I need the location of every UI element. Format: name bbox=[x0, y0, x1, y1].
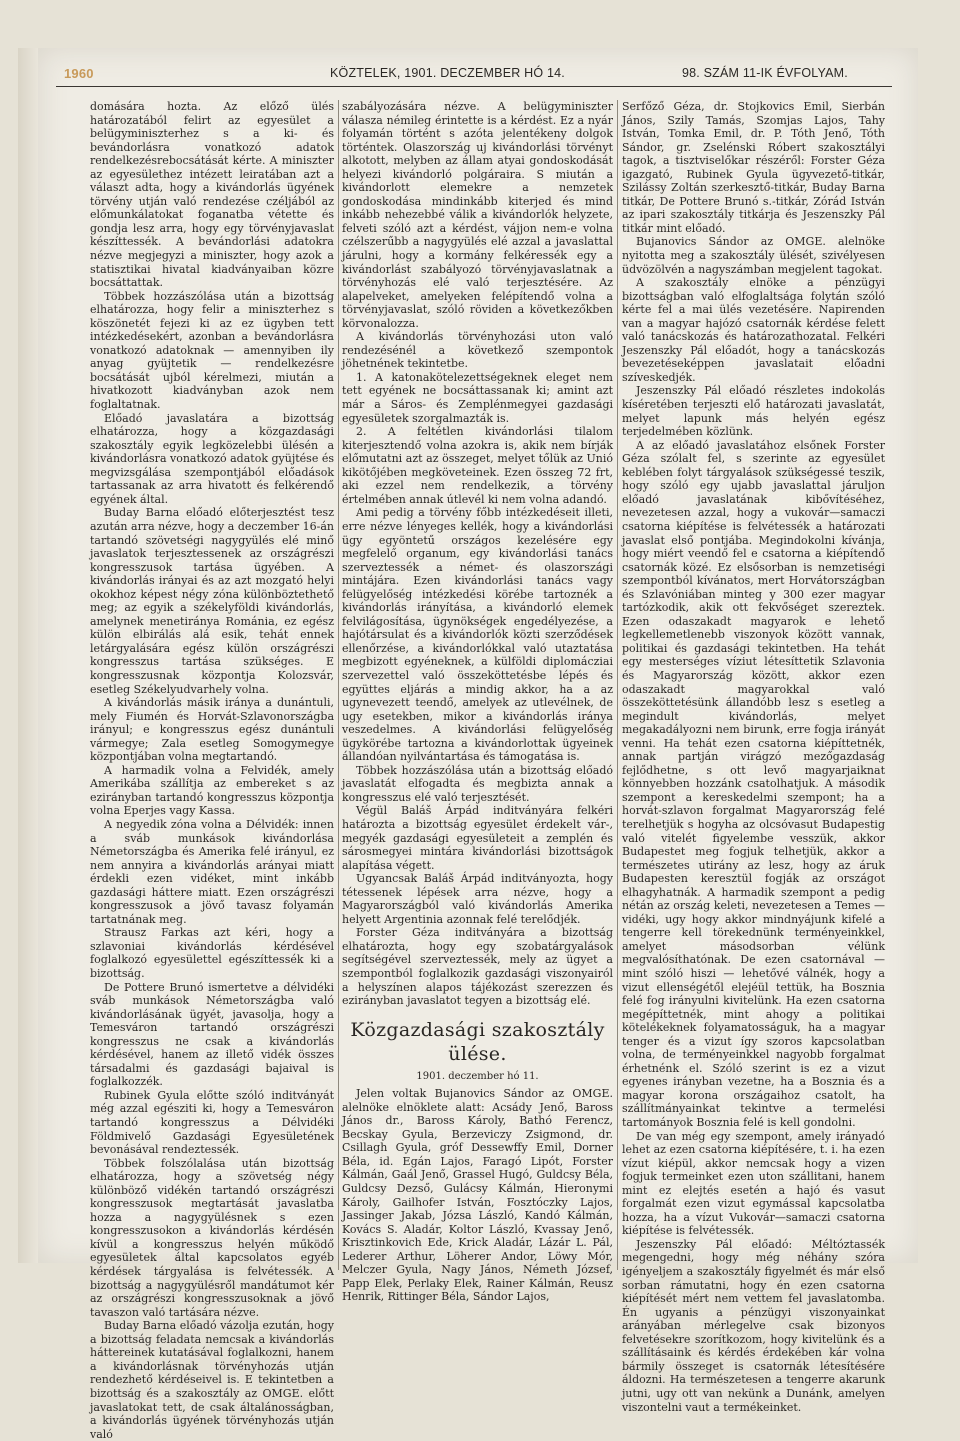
paragraph: Jelen voltak Bujanovics Sándor az OMGE. alelnöke elnöklete alatt: Acsády Jenő, Baross János dr., Baross Károly, Bathó Ferencz, Becskay Gyula, Berzeviczy Zsigmond, dr. Csillagh Gyula, gróf Dessewffy Emil, Dorner Béla, id. Egán Lajos, Faragó Lipót, Forster Kálmán, Gaál Jenő, Grassel Hugó, Guldcsy Béla, Guldcsy Dezső, Gulácsy Kálmán, Hieronymi Károly, Gailhofer István, Fosztóczky Lajos, Jassinger Jakab, Józsa László, Kandó Kálmán, Kovács S. Aladár, Koltor László, Kvassay Jenő, Krisztinkovich Ede, Krick Aladár, Lázár L. Pál, Lederer Arthur, Löherer Andor, Löwy Mór, Melczer Gyula, Nagy János, Németh József, Papp Elek, Perlaky Elek, Rainer Kálmán, Reusz Henrik, Rittinger Béla, Sándor Lajos, bbox=[342, 1087, 613, 1304]
page-number: 1960 bbox=[64, 66, 94, 81]
paragraph: A negyedik zóna volna a Délvidék: innen a sváb munkások kivándorlása Németországba és Amerika felé irányul, ez nem annyira a kivándorlás arányai miatt érdekli ezen vidéket, mint inkább gazdasági háttere miatt. Ezen országrészi kongresszusok a jövő tavasz folyamán tartatnának meg. bbox=[90, 817, 334, 926]
paragraph: domására hozta. Az előző ülés határozatából felirt az egyesület a belügyminiszterhez s a ki- és bevándorlásra vonatkozó adatok rendelkezésrebocsátását kérte. A miniszter az egyesülethez intézett leiratában azt a választ adta, hogy a kivándorlás ügyének törvény utján való rendezése czéljából az előmunkálatokat foganatba vétette és gondja lesz arra, hogy egy törvényjavaslat készíttessék. A bevándorlási adatokra nézve megjegyzi a miniszter, hogy azok a statisztikai hivatal kiadványaiban közre bocsáttattak. bbox=[90, 100, 334, 290]
column-divider-2 bbox=[617, 100, 618, 1270]
page-header bbox=[56, 62, 892, 84]
paragraph: Többek hozzászólása után a bizottság elhatározza, hogy felir a miniszterhez s köszönetét fejezi ki az ez ügyben tett intézkedésekért, azonban a bevándorlásra vonatkozó adatoknak — amennyiben ily anyag gyüjtetik — rendelkezésre bocsátását ujból kérelmezi, miután a hivatkozott kiadványban azok nem foglaltatnak. bbox=[90, 289, 334, 412]
text-column-1 bbox=[90, 100, 334, 1441]
paragraph: Előadó javaslatára a bizottság elhatározza, hogy a közgazdasági szakosztály egyik legközelebbi ülésén a kivándorlásra vonatkozó adatok gyüjtése és megvizsgálása szempontjából előadások tartassanak az arra hivatott és felkérendő egyének által. bbox=[90, 411, 334, 506]
paragraph: Többek folszólalása után bizottság elhatározza, hogy a szövetség négy különböző vidékén tartandó országrészi kongresszusok megtartását javaslatba hozza a nagygyülésnek s ezen kongresszusokon a kivándorlás kérdésén kívül a kongresszus helyén működő egyesületek által kapcsolatos egyéb kérdések tárgyalása is felvétessék. A bizottság a nagygyülésről mandátumot kér az országrészi kongresszusoknak a jövő tavaszon való tartására nézve. bbox=[90, 1156, 334, 1319]
text-column-3 bbox=[622, 100, 885, 1414]
paragraph: Buday Barna előadó előterjesztést tesz azután arra nézve, hogy a deczember 16-án tartandó szövetségi nagygyülés elé minő javaslatok terjesztessenek az országrészi kongresszusok tartása ügyében. A kivándorlás irányai és az azt mozgató helyi okokhoz képest négy zóna különböztethető meg; az egyik a székelyföldi kivándorlás, amelynek menetiránya Románia, ez egész külön elbirálás alá esik, tehát ennek letárgyalására egész külön országrészi kongresszus tartása szükséges. E kongresszusnak központja Kolozsvár, esetleg Székelyudvarhely volna. bbox=[90, 506, 334, 696]
masthead: KÖZTELEK, 1901. DECZEMBER HÓ 14. bbox=[330, 66, 565, 80]
dateline: 1901. deczember hó 11. bbox=[416, 1070, 539, 1082]
column-divider-1 bbox=[338, 100, 339, 1270]
paragraph: A harmadik volna a Felvidék, amely Amerikába szállítja az embereket s az ezirányban tartandó kongresszus központja volna Eperjes vagy Kassa. bbox=[90, 763, 334, 818]
paragraph: Buday Barna előadó vázolja ezután, hogy a bizottság feladata nemcsak a kivándorlás háttereinek kutatásával foglalkozni, hanem a kivándorlásnak törvényhozás utján rendezhető kérdéseivel is. E tekintetben a bizottság és a szakosztály az OMGE. előtt javaslatokat tett, de csak általánosságban, a kivándorlás ügyének törvényhozás utján való bbox=[90, 1319, 334, 1441]
paragraph: szabályozására nézve. A belügyminiszter válasza némileg érintette is a kérdést. Ez a nyár folyamán történt s azóta jelentékeny dolgok történtek. Olaszország uj kivándorlási törvényt alkotott, melyben az állam atyai gondoskodását helyezi kivándorló polgáraira. S miután a kivándorlott elemekre a nemzetek gondoskodása mindinkább kiterjed és mind inkább nehezebbé válik a kivándorlók helyzete, felveti szóló azt a kérdést, vájjon nem-e volna czélszerűbb a nagygyülés elé azzal a javaslattal járulni, hogy a kormány felkéressék egy a kivándorlást szabályozó törvényjavaslatnak a törvényhozás elé való terjesztésére. Az alapelveket, amelyeken felépítendő volna a törvényjavaslat, szóló röviden a következőkben körvonalozza. bbox=[342, 100, 613, 330]
paragraph: Strausz Farkas azt kéri, hogy a szlavoniai kivándorlás kérdésével foglalkozó egyesülettel egészíttessék ki a bizottság. bbox=[90, 926, 334, 980]
paragraph: Végül Baláš Árpád inditványára felkéri határozta a bizottság egyesület érdekelt vár-, megyék gazdasági egyesületeit a zemplén és sárosmegyei mintára kivándorlási bizottságok alapítása végett. bbox=[342, 804, 613, 872]
paragraph: 2. A feltétlen kivándorlási tilalom kiterjesztendő volna azokra is, akik nem bírják előmutatni azt az összeget, melyet tőlük az Unió kikötőjében megköveteinek. Ezen összeg 72 frt, aki ezzel nem rendelkezik, a törvény értelmében annak útlevél ki nem volna adandó. bbox=[342, 425, 613, 506]
page-left-edge bbox=[18, 48, 40, 1263]
paragraph: Ugyancsak Baláš Árpád inditványozta, hogy tétessenek lépések arra nézve, hogy a Magyarországból való kivándorlás Amerika helyett Argentinia azonnak felé terelődjék. bbox=[342, 872, 613, 926]
paragraph: De Pottere Brunó ismertetve a délvidéki sváb munkások Németországba való kivándorlásának ügyét, javasolja, hogy a Temesváron tartandó országrészi kongresszus ne csak a kivándorlás kérdésével, hanem az illető vidék összes társadalmi és gazdasági bajaival is foglalkozzék. bbox=[90, 980, 334, 1089]
paragraph: Jeszenszky Pál előadó: Méltóztassék megengedni, hogy még néhány szóra igényeljem a szakosztály figyelmét és már első sorban rámutatni, hogy én ezen csatorna kiépítését mért nem vettem fel javaslatomba. Én ugyanis a pénzügyi viszonyainkat arányában mérlegelve csak bizonyos felvetésekre szorítkozom, hogy kivitelünk és a szállításaink és kérdés érdekében kár volna bármily összeget is csatornák létesítésére áldozni. Ha természetesen a tengerre akarunk jutni, ugy ott van nekünk a Dunánk, amelyen viszontelni vaut a termékeinket. bbox=[622, 1237, 885, 1414]
paragraph: Többek hozzászólása után a bizottság előadó javaslatát elfogadta és megbizta annak a kongresszus elé való terjesztését. bbox=[342, 763, 613, 804]
paragraph: Bujanovics Sándor az OMGE. alelnöke nyitotta meg a szakosztály ülését, szivélyesen üdvözölvén a nagyszámban megjelent tagokat. bbox=[622, 235, 885, 276]
section-title: Közgazdasági szakosztály ülése. bbox=[350, 1018, 605, 1065]
text-column-2 bbox=[342, 100, 613, 1304]
paragraph: A kivándorlás másik iránya a dunántuli, mely Fiumén és Horvát-Szlavonországba irányul; e kongresszus egész dunántuli vármegye; Zala esetleg Somogymegye központjában volna megtartandó. bbox=[90, 696, 334, 764]
paragraph: 1. A katonakötelezettségeknek eleget nem tett egyének ne bocsáttassanak ki; amint azt már a Sáros- és Zemplénmegyei gazdasági egyesületek szorgalmazták is. bbox=[342, 370, 613, 425]
paragraph: Forster Géza inditványára a bizottság elhatározta, hogy egy szobatárgyalások segítségével szerveztessék, mely az ügyet a szempontból foglalkozik gazdasági viszonyairól a helyszínen alapos tájékozást szerezzen és ezirányban javaslatot tegyen a bizottság elé. bbox=[342, 926, 613, 1008]
paragraph: Jeszenszky Pál előadó részletes indokolás kíséretében terjeszti elő határozati javaslatát, melyet lapunk más helyén egész terjedelmében közlünk. bbox=[622, 384, 885, 439]
paragraph: A az előadó javaslatához elsőnek Forster Géza szólalt fel, s szerinte az egyesület keblében folyt tárgyalások szükségessé teszik, hogy szóló egy ujabb javaslattal járuljon előadó javaslatának kibővítéséhez, nevezetesen azzal, hogy a vukovár—samaczi csatorna kiépítése is felvétessék a határozati javaslat első pontjába. Megindokolni kívánja, hogy miért veendő fel e csatorna a kiépítendő csatornák közé. Ez elsősorban is nemzetiségi szempontból kívánatos, mert Horvátországban és Szlavóniában minteg y 300 ezer magyar tartózkodik, akik ott fekvőséget szereztek. Ezen odaszakadt magyarok e lehető legkellemetlenebb viszonyok között vannak, politikai és gazdasági tekintetben. Ha tehát egy mesterséges víziut létesíttetik Szlavonia és Magyarország között, akkor ezen odaszakadt magyarokkal való összeköttetésünk állandóbb lesz s esetleg a megindult kivándorlás, melyet megakadályozni nem birunk, erre fogja irányát venni. Ha tehát ezen csatorna kiépíttetnék, annak partján virágzó mezőgazdaság fejlődhetne, s ott levő magyarjaiknat könnyebben hozzánk csatolhatjuk. A második szempont a kereskedelmi szempont; ha a horvát-szlavon forgalmat Magyarország felé terelhetjük s hogyha az olcsóvasut Budapestig való vitelét figyelembe vesszük, akkor Budapestet meg fogjuk telhetjük, akkor a természetes utirány az lesz, hogy az áruk Budapesten keresztül fogják az országot elhagyhatnák. A harmadik szempont a pedig nétán az ország keleti, nevezetesen a Temes — vidéki, ugy hogy akkor mindnyájunk kifelé a tengerre kell törekednünk terményeinkkel, amelyet másodsorban vélünk megvalósíthatónak. De ezen csatornával — mint szóló hiszi — lehetővé válnék, hogy a vizut ellenségétől elejéül tettük, ha Bosznia felé fog irányulni kivitelünk. Ha ezen csatorna megépíttetnék, mint ahogy a politikai kötelékeknek folyamatosságuk, ha a magyar tenger és a vizut így szoros kapcsolatban volna, de terményeinkkel nagyobb forgalmat érhetnénk el. Szóló szerint is ez a vizut egyenes irányban vezetne, ha a Bosznia és a magyar korona országaihoz csatolt, ha szállítmányainkat tekintve a termelési tartományok Bosznia felé is kell gondolni. bbox=[622, 438, 885, 1130]
header-rule bbox=[56, 86, 892, 87]
paragraph: Serfőző Géza, dr. Stojkovics Emil, Sierbán János, Szily Tamás, Szomjas Lajos, Tahy István, Tomka Emil, dr. P. Tóth Jenő, Tóth Sándor, gr. Zselénski Róbert szakosztályi tagok, a tisztviselőkar részéről: Forster Géza igazgató, Rubinek Gyula ügyvezető-titkár, Szilássy Zoltán szerkesztő-titkár, Buday Barna titkár, De Pottere Brunó s.-titkár, Zórád István az ipari szakosztály titkárja és Jeszenszky Pál titkár mint előadó. bbox=[622, 100, 885, 235]
paragraph: De van még egy szempont, amely irányadó lehet az ezen csatorna kiépítésére, t. i. ha ezen vízut kiépül, akkor nemcsak hogy a vizen fogjuk termeinket ezen uton szállitani, hanem mint ez elejtés esetén a hajó és vasut forgalmát ezen vizut egymással kapcsolatba hozza, ha a vízut Vukovár—samaczi csatorna kiépítése is felvétessék. bbox=[622, 1129, 885, 1238]
issue-info: 98. SZÁM 11-IK ÉVFOLYAM. bbox=[682, 66, 848, 80]
paragraph: Rubinek Gyula előtte szóló inditványát még azzal egésziti ki, hogy a Temesváron tartandó kongresszus a Délvidéki Földmivelő Gazdasági Egyesületének bevonásával rendeztessék. bbox=[90, 1088, 334, 1157]
paragraph: A szakosztály elnöke a pénzügyi bizottságban való elfoglaltsága folytán szóló kérte fel a mai ülés vezetésére. Napirenden van a magyar hajózó csatornák kérdése felett való tanácskozás és határozathozatal. Felkéri Jeszenszky Pál előadót, hogy a tanácskozás bevezetéseképpen javaslatait előadni szíveskedjék. bbox=[622, 276, 885, 384]
paragraph: Ami pedig a törvény főbb intézkedéseit illeti, erre nézve lényeges kellék, hogy a kivándorlási ügy egyöntetű országos kezelésére egy megfelelő organum, egy kivándorlási tanács szerveztessék a német- és olaszországi mintájára. Ezen kivándorlási tanács vagy felügyelőség intézkedési körébe tartoznék a kivándorlás irányítása, a kivándorló elemek felvilágosítása, ügynökségek engedélyezése, a hajótársulat és a kivándorlók közti szerződések ellenőrzése, a kivándorlókkal való utaztatása megbizott egyéneknek, a külföldi diplomácziai szervezettel való összeköttetésbe lépés és együttes eljárás a mindig akkor, ha a az ugynevezett teendő, amelyek az utlevélnek, de ugy esetekben, mikor a kivándorlás iránya veszedelmes. A kivándorlási felügyelőség ügykörébe tartozna a kivándorlottak ügyeinek állandóan nyilvántartása és támogatása is. bbox=[342, 506, 613, 764]
paragraph: A kivándorlás törvényhozási uton való rendezésénél a következő szempontok jöhetnének tekintetbe. bbox=[342, 330, 613, 371]
